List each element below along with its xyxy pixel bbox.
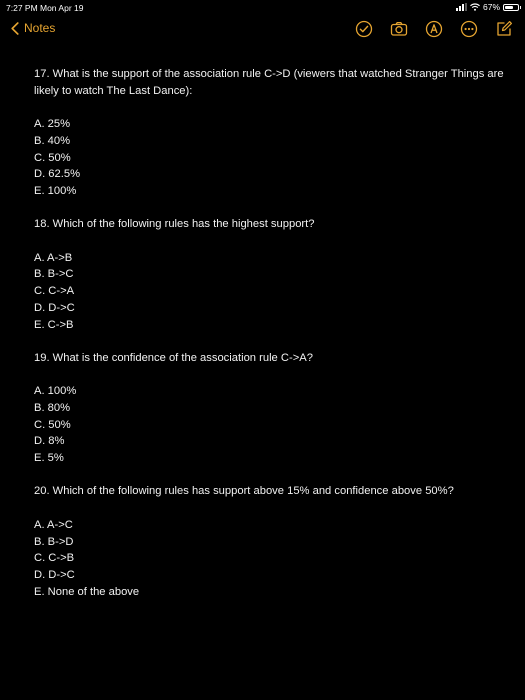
question-text: 19. What is the confidence of the association rule C->A? [34, 351, 313, 364]
option-item: C. 50% [34, 151, 71, 164]
option-list [34, 116, 504, 200]
question-text: 20. Which of the following rules has support above 15% and confidence above 50%? [34, 485, 454, 498]
option-item: C. C->A [34, 285, 75, 298]
more-icon[interactable] [459, 19, 479, 39]
option-item: B. 40% [34, 134, 71, 147]
question-text: 17. What is the support of the association rule C->D (viewers that watched Stranger Things are likely to watch The Last Dance): [34, 68, 504, 97]
chevron-left-icon [11, 22, 19, 35]
checklist-icon[interactable] [354, 19, 374, 39]
wifi-icon [470, 3, 480, 11]
camera-icon[interactable] [389, 19, 409, 39]
option-item: D. D->C [34, 568, 75, 581]
question-block [34, 483, 504, 600]
option-item: E. 100% [34, 184, 77, 197]
status-time: 7:27 PM [6, 3, 38, 13]
notes-toolbar [0, 15, 525, 43]
option-item: E. C->B [34, 318, 74, 331]
option-list [34, 383, 504, 467]
back-button-label: Notes [24, 21, 56, 35]
option-item: E. None of the above [34, 585, 140, 598]
option-item: A. A->C [34, 518, 73, 531]
battery-percent: 67% [482, 2, 500, 12]
option-item: C. C->B [34, 552, 75, 565]
option-item: C. 50% [34, 418, 71, 431]
status-date: Mon Apr 19 [40, 3, 84, 13]
question-block [34, 66, 504, 200]
status-indicators [456, 2, 519, 12]
cellular-signal-icon [456, 3, 467, 11]
option-item: A. A->B [34, 251, 73, 264]
option-item: D. 8% [34, 435, 65, 448]
option-item: B. 80% [34, 401, 71, 414]
compose-icon[interactable] [494, 19, 514, 39]
status-bar [0, 0, 525, 14]
option-item: A. 100% [34, 385, 77, 398]
option-item: E. 5% [34, 452, 64, 465]
question-block [34, 350, 504, 467]
option-item: D. D->C [34, 301, 75, 314]
battery-icon [503, 4, 519, 11]
back-to-notes-button[interactable] [11, 21, 55, 35]
option-item: B. B->C [34, 268, 74, 281]
option-item: B. B->D [34, 535, 74, 548]
note-body[interactable] [34, 66, 504, 617]
option-item: D. 62.5% [34, 168, 81, 181]
markup-icon[interactable] [424, 19, 444, 39]
option-list [34, 517, 504, 601]
question-block [34, 216, 504, 333]
question-text: 18. Which of the following rules has the highest support? [34, 218, 315, 231]
option-list [34, 250, 504, 334]
option-item: A. 25% [34, 118, 71, 131]
